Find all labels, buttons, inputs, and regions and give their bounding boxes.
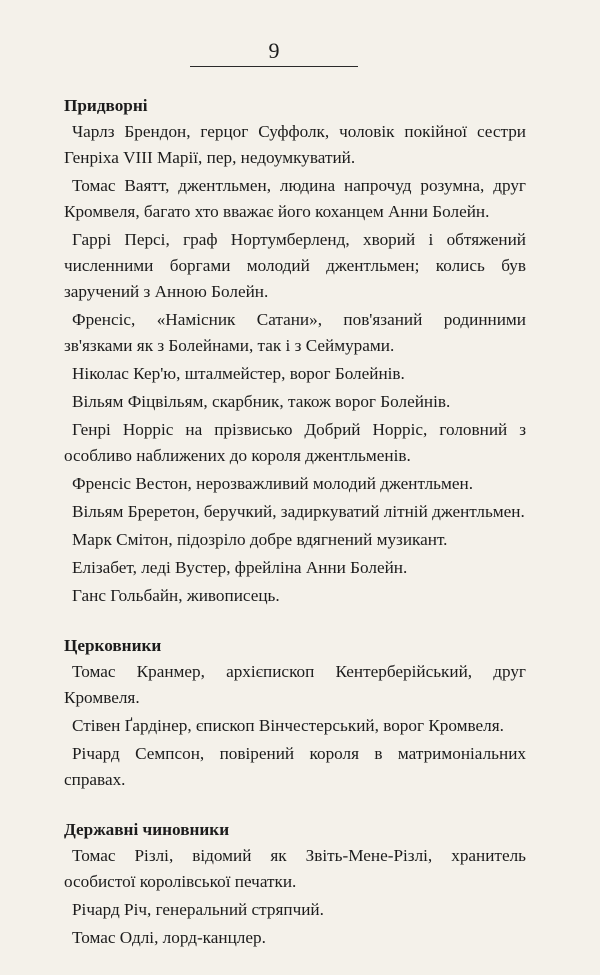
- list-item: Френсіс, «Намісник Сатани», пов'язаний родинними зв'язками як з Болейнами, так і з Сеймурами.: [64, 310, 526, 355]
- list-item: Томас Одлі, лорд-канцлер.: [72, 928, 266, 947]
- section-courtiers: [64, 93, 526, 611]
- character-list: [64, 93, 526, 975]
- section-clergy: [64, 633, 526, 795]
- list-item: Томас Ваятт, джентльмен, людина напрочуд розумна, друг Кромвеля, багато хто вважає його коханцем Анни Болейн.: [64, 176, 526, 221]
- list-item: Річард Річ, генеральний стряпчий.: [72, 900, 324, 919]
- section-title: Церковники: [64, 636, 162, 655]
- section-title: Державні чиновники: [64, 820, 230, 839]
- list-item: Марк Смітон, підозріло добре вдягнений музикант.: [72, 530, 448, 549]
- list-item: Томас Різлі, відомий як Звіть-Мене-Різлі, хранитель особистої королівської печатки.: [64, 846, 526, 891]
- list-item: Генрі Норріс на прізвисько Добрий Норріс, головний з особливо наближених до короля джентльменів.: [64, 420, 526, 465]
- list-item: Річард Семпсон, повірений короля в матримоніальних справах.: [64, 744, 526, 789]
- list-item: Вільям Фіцвільям, скарбник, також ворог Болейнів.: [72, 392, 451, 411]
- section-officials: [64, 817, 526, 953]
- list-item: Вільям Бреретон, беручкий, задиркуватий літній джентльмен.: [72, 502, 525, 521]
- list-item: Ганс Гольбайн, живописець.: [72, 586, 280, 605]
- list-item: Гаррі Персі, граф Нортумберленд, хворий і обтяжений численними боргами молодий джентльмен; колись був заручений з Анною Болейн.: [64, 230, 526, 301]
- page-number: 9: [268, 38, 280, 63]
- list-item: Ніколас Кер'ю, шталмейстер, ворог Болейнів.: [72, 364, 405, 383]
- list-item: Чарлз Брендон, герцог Суффолк, чоловік покійної сестри Генріха VIII Марії, пер, недоумкуватий.: [64, 122, 526, 167]
- section-title: Придворні: [64, 96, 148, 115]
- list-item: Томас Кранмер, архієпископ Кентерберійський, друг Кромвеля.: [64, 662, 526, 707]
- list-item: Стівен Ґардінер, єпископ Вінчестерський, ворог Кромвеля.: [72, 716, 504, 735]
- page-number-rule: [190, 66, 358, 67]
- list-item: Елізабет, леді Вустер, фрейліна Анни Болейн.: [72, 558, 408, 577]
- list-item: Френсіс Вестон, нерозважливий молодий джентльмен.: [72, 474, 474, 493]
